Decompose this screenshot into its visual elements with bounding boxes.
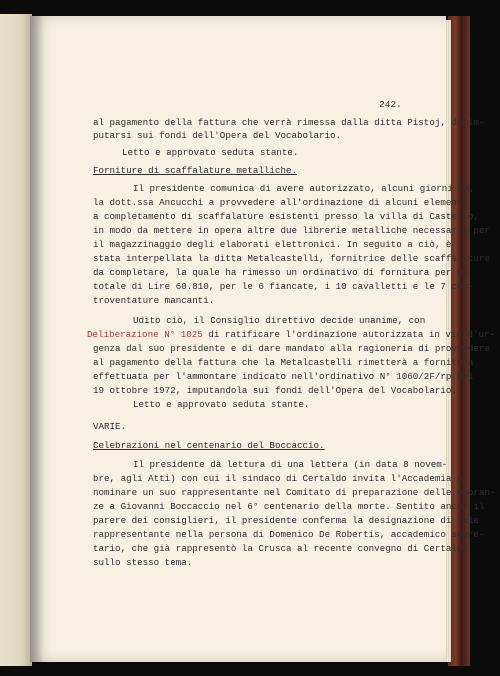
section-label: VARIE. bbox=[93, 421, 127, 432]
text-line: a completamento di scaffalature esistenti presso la villa di Castello, bbox=[93, 211, 479, 222]
page-gutter-shadow bbox=[30, 16, 44, 662]
book-cover-edge bbox=[448, 16, 470, 666]
text-line: rappresentante nella persona di Domenico De Robertis, accademico segre- bbox=[93, 529, 485, 540]
text-line: parere dei consiglieri, il presidente conferma la designazione di tale bbox=[93, 515, 479, 526]
left-page-edge bbox=[0, 14, 32, 666]
text-line: troventature mancanti. bbox=[93, 295, 215, 306]
text-line: Il presidente comunica di avere autorizzato, alcuni giorni fa, bbox=[133, 183, 475, 194]
text-line: stata interpellata la ditta Metalcastelli, fornitrice delle scaffalature bbox=[93, 253, 490, 264]
deliberation-text: di ratificare l'ordinazione autorizzata in via d'ur- bbox=[202, 329, 496, 340]
section-heading: Celebrazioni nel centenario del Boccaccio. bbox=[93, 440, 325, 451]
section-heading: Forniture di scaffalature metalliche. bbox=[93, 165, 297, 176]
text-line: Letto e approvato seduta stante. bbox=[122, 147, 299, 158]
text-line: 19 ottobre 1972, imputandola sui fondi dell'Opera del Vocabolario. bbox=[93, 385, 457, 396]
deliberation-number: Deliberazione N° 1025 bbox=[87, 329, 203, 340]
text-line: bre, agli Atti) con cui il sindaco di Certaldo invita l'Accademia a bbox=[93, 473, 463, 484]
deliberation-line bbox=[87, 329, 495, 340]
text-line: Il presidente dà lettura di una lettera (in data 8 novem- bbox=[133, 459, 448, 470]
text-line: Letto e approvato seduta stante. bbox=[133, 399, 310, 410]
text-line: effettuata per l'ammontare indicato nell'ordinativo N° 1060/2F/rp del bbox=[93, 371, 474, 382]
text-line: tario, che già rappresentò la Crusca al recente convegno di Certaldo bbox=[93, 543, 468, 554]
text-line: nominare un suo rappresentante nel Comitato di preparazione delle onoran- bbox=[93, 487, 496, 498]
text-line: totale di Lire 60.810, per le 6 fiancate, i 10 cavalletti e le 7 con- bbox=[93, 281, 474, 292]
text-line: al pagamento della fattura che la Metalcastelli rimetterà a fornitura bbox=[93, 357, 474, 368]
document-page bbox=[30, 16, 496, 662]
text-line: al pagamento della fattura che verrà rimessa dalla ditta Pistoj, da im- bbox=[93, 117, 485, 128]
text-line: sullo stesso tema. bbox=[93, 557, 193, 568]
text-line: genza dal suo presidente e di dare mandato alla ragioneria di provvedere bbox=[93, 343, 490, 354]
text-line: ze a Giovanni Boccaccio nel 6° centenario della morte. Sentito anche il bbox=[93, 501, 485, 512]
text-line: il magazzinaggio degli elaborati elettronici. In seguito a ciò, è bbox=[93, 239, 452, 250]
page-number: 242. bbox=[379, 99, 402, 110]
text-line: Udito ciò, il Consiglio direttivo decide unanime, con bbox=[133, 315, 426, 326]
text-line: la dott.ssa Ancucchi a provvedere all'ordinazione di alcuni elementi bbox=[93, 197, 468, 208]
text-line: putarsi sui fondi dell'Opera del Vocabolario. bbox=[93, 130, 342, 141]
text-line: in modo da mettere in opera altre due librerie metalliche necessarie per bbox=[93, 225, 490, 236]
text-line: da completare, la quale ha rimesso un ordinativo di fornitura per un bbox=[93, 267, 468, 278]
